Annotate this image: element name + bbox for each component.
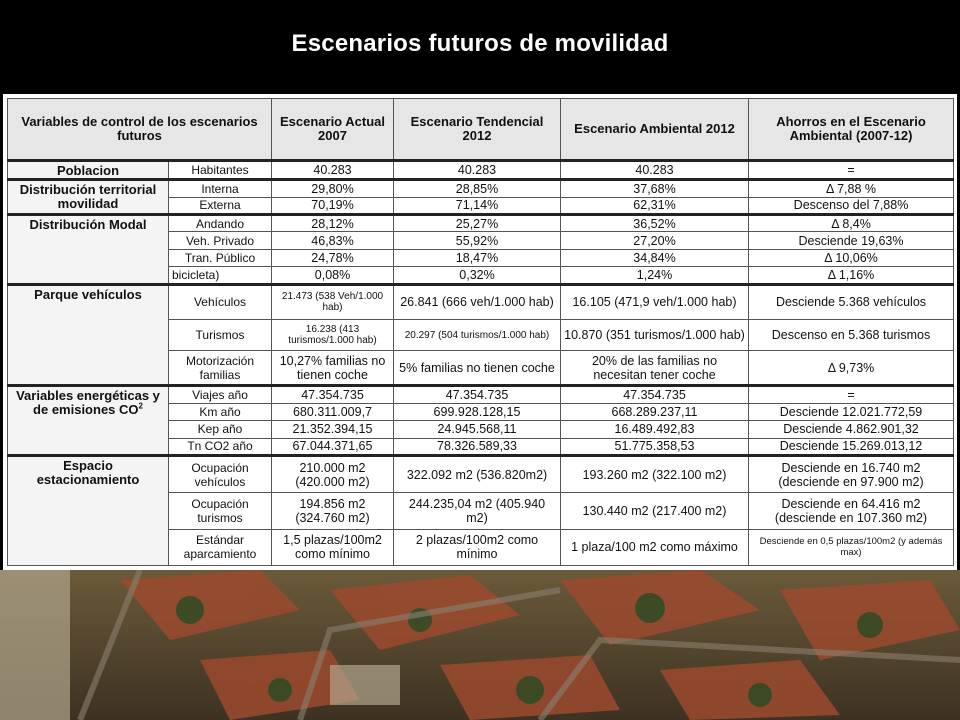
row-label: Veh. Privado xyxy=(169,232,272,249)
cell-ambiental: 16.105 (471,9 veh/1.000 hab) xyxy=(561,284,749,319)
cell-actual: 194.856 m2 (324.760 m2) xyxy=(272,492,394,529)
cell-actual: 680.311.009,7 xyxy=(272,403,394,420)
cell-tendencial: 24.945.568,11 xyxy=(394,421,561,438)
cell-tendencial: 18,47% xyxy=(394,249,561,266)
cell-ahorro: = xyxy=(749,160,954,180)
cell-actual: 21.352.394,15 xyxy=(272,421,394,438)
cell-ambiental: 16.489.492,83 xyxy=(561,421,749,438)
table-row xyxy=(8,180,954,197)
row-label: Tn CO2 año xyxy=(169,438,272,455)
cell-ambiental: 20% de las familias no necesitan tener coche xyxy=(561,351,749,386)
group-variables-energeticas-label: Variables energéticas y de emisiones CO xyxy=(16,388,160,418)
co2-superscript: 2 xyxy=(138,401,143,411)
header-row xyxy=(8,99,954,161)
table-row xyxy=(8,214,954,231)
table-row xyxy=(8,284,954,319)
header-ahorro: Ahorros en el Escenario Ambiental (2007-12) xyxy=(749,99,954,161)
cell-tendencial: 322.092 m2 (536.820m2) xyxy=(394,456,561,493)
cell-tendencial: 26.841 (666 veh/1.000 hab) xyxy=(394,284,561,319)
cell-ahorro: Δ 1,16% xyxy=(749,267,954,284)
row-label: Andando xyxy=(169,214,272,231)
cell-tendencial: 5% familias no tienen coche xyxy=(394,351,561,386)
cell-actual: 16.238 (413 turismos/1.000 hab) xyxy=(272,319,394,351)
table-row xyxy=(8,160,954,180)
cell-ambiental: 668.289.237,11 xyxy=(561,403,749,420)
cell-ambiental: 193.260 m2 (322.100 m2) xyxy=(561,456,749,493)
cell-ambiental: 34,84% xyxy=(561,249,749,266)
cell-ambiental: 10.870 (351 turismos/1.000 hab) xyxy=(561,319,749,351)
title-bar xyxy=(0,0,960,94)
cell-actual: 67.044.371,65 xyxy=(272,438,394,455)
cell-ahorro: Desciende 19,63% xyxy=(749,232,954,249)
aerial-city-photo xyxy=(0,570,960,720)
header-variables: Variables de control de los escenarios futuros xyxy=(8,99,272,161)
cell-ambiental: 1,24% xyxy=(561,267,749,284)
cell-ambiental: 1 plaza/100 m2 como máximo xyxy=(561,529,749,565)
row-label: Km año xyxy=(169,403,272,420)
group-variables-energeticas xyxy=(8,386,169,456)
cell-ambiental: 62,31% xyxy=(561,197,749,214)
cell-ambiental: 130.440 m2 (217.400 m2) xyxy=(561,492,749,529)
row-label: Externa xyxy=(169,197,272,214)
cell-tendencial: 28,85% xyxy=(394,180,561,197)
cell-actual: 1,5 plazas/100m2 como mínimo xyxy=(272,529,394,565)
cell-ahorro: Desciende 15.269.013,12 xyxy=(749,438,954,455)
table-row xyxy=(8,456,954,493)
row-label: Tran. Público xyxy=(169,249,272,266)
cell-ambiental: 37,68% xyxy=(561,180,749,197)
group-espacio-estacionamiento: Espacio estacionamiento xyxy=(8,456,169,566)
row-label: Kep año xyxy=(169,421,272,438)
aerial-photo-graphic xyxy=(0,570,960,720)
cell-ahorro: Δ 10,06% xyxy=(749,249,954,266)
cell-ahorro: Desciende 4.862.901,32 xyxy=(749,421,954,438)
cell-ahorro: Desciende en 64.416 m2 (desciende en 107.360 m2) xyxy=(749,492,954,529)
row-label: Vehículos xyxy=(169,284,272,319)
group-distribucion-modal: Distribución Modal xyxy=(8,214,169,284)
header-ambiental: Escenario Ambiental 2012 xyxy=(561,99,749,161)
row-label: Ocupación vehículos xyxy=(169,456,272,493)
group-parque-vehiculos: Parque vehículos xyxy=(8,284,169,386)
header-tendencial: Escenario Tendencial 2012 xyxy=(394,99,561,161)
cell-ahorro: Desciende 5.368 vehículos xyxy=(749,284,954,319)
cell-actual: 46,83% xyxy=(272,232,394,249)
row-label: Ocupación turismos xyxy=(169,492,272,529)
cell-actual: 70,19% xyxy=(272,197,394,214)
cell-ahorro: Descenso del 7,88% xyxy=(749,197,954,214)
cell-tendencial: 244.235,04 m2 (405.940 m2) xyxy=(394,492,561,529)
table-row xyxy=(8,386,954,403)
cell-tendencial: 47.354.735 xyxy=(394,386,561,403)
cell-ahorro: Δ 9,73% xyxy=(749,351,954,386)
cell-ambiental: 36,52% xyxy=(561,214,749,231)
cell-tendencial: 699.928.128,15 xyxy=(394,403,561,420)
header-actual: Escenario Actual 2007 xyxy=(272,99,394,161)
scenario-table-container xyxy=(3,94,957,570)
row-label: bicicleta) xyxy=(169,267,272,284)
cell-ahorro: Desciende en 0,5 plazas/100m2 (y además max) xyxy=(749,529,954,565)
cell-ahorro: Δ 7,88 % xyxy=(749,180,954,197)
cell-ambiental: 51.775.358,53 xyxy=(561,438,749,455)
row-label: Habitantes xyxy=(169,160,272,180)
cell-ahorro: = xyxy=(749,386,954,403)
row-label: Estándar aparcamiento xyxy=(169,529,272,565)
cell-ahorro: Δ 8,4% xyxy=(749,214,954,231)
cell-tendencial: 2 plazas/100m2 como mínimo xyxy=(394,529,561,565)
cell-ahorro: Desciende en 16.740 m2 (desciende en 97.900 m2) xyxy=(749,456,954,493)
cell-tendencial: 55,92% xyxy=(394,232,561,249)
cell-actual: 29,80% xyxy=(272,180,394,197)
cell-tendencial: 40.283 xyxy=(394,160,561,180)
cell-ahorro: Desciende 12.021.772,59 xyxy=(749,403,954,420)
cell-actual: 28,12% xyxy=(272,214,394,231)
group-distribucion-territorial: Distribución territorial movilidad xyxy=(8,180,169,215)
row-label: Turismos xyxy=(169,319,272,351)
cell-actual: 47.354.735 xyxy=(272,386,394,403)
cell-actual: 24,78% xyxy=(272,249,394,266)
row-label: Motorización familias xyxy=(169,351,272,386)
scenario-table xyxy=(7,98,954,566)
cell-actual: 10,27% familias no tienen coche xyxy=(272,351,394,386)
cell-actual: 210.000 m2 (420.000 m2) xyxy=(272,456,394,493)
cell-actual: 40.283 xyxy=(272,160,394,180)
group-poblacion: Poblacion xyxy=(8,160,169,180)
cell-ambiental: 27,20% xyxy=(561,232,749,249)
slide-title: Escenarios futuros de movilidad xyxy=(291,30,669,57)
cell-ambiental: 47.354.735 xyxy=(561,386,749,403)
cell-tendencial: 71,14% xyxy=(394,197,561,214)
cell-tendencial: 78.326.589,33 xyxy=(394,438,561,455)
cell-ahorro: Descenso en 5.368 turismos xyxy=(749,319,954,351)
cell-tendencial: 0,32% xyxy=(394,267,561,284)
cell-actual: 21.473 (538 Veh/1.000 hab) xyxy=(272,284,394,319)
cell-actual: 0,08% xyxy=(272,267,394,284)
row-label: Interna xyxy=(169,180,272,197)
cell-tendencial: 25,27% xyxy=(394,214,561,231)
cell-ambiental: 40.283 xyxy=(561,160,749,180)
cell-tendencial: 20.297 (504 turismos/1.000 hab) xyxy=(394,319,561,351)
row-label: Viajes año xyxy=(169,386,272,403)
